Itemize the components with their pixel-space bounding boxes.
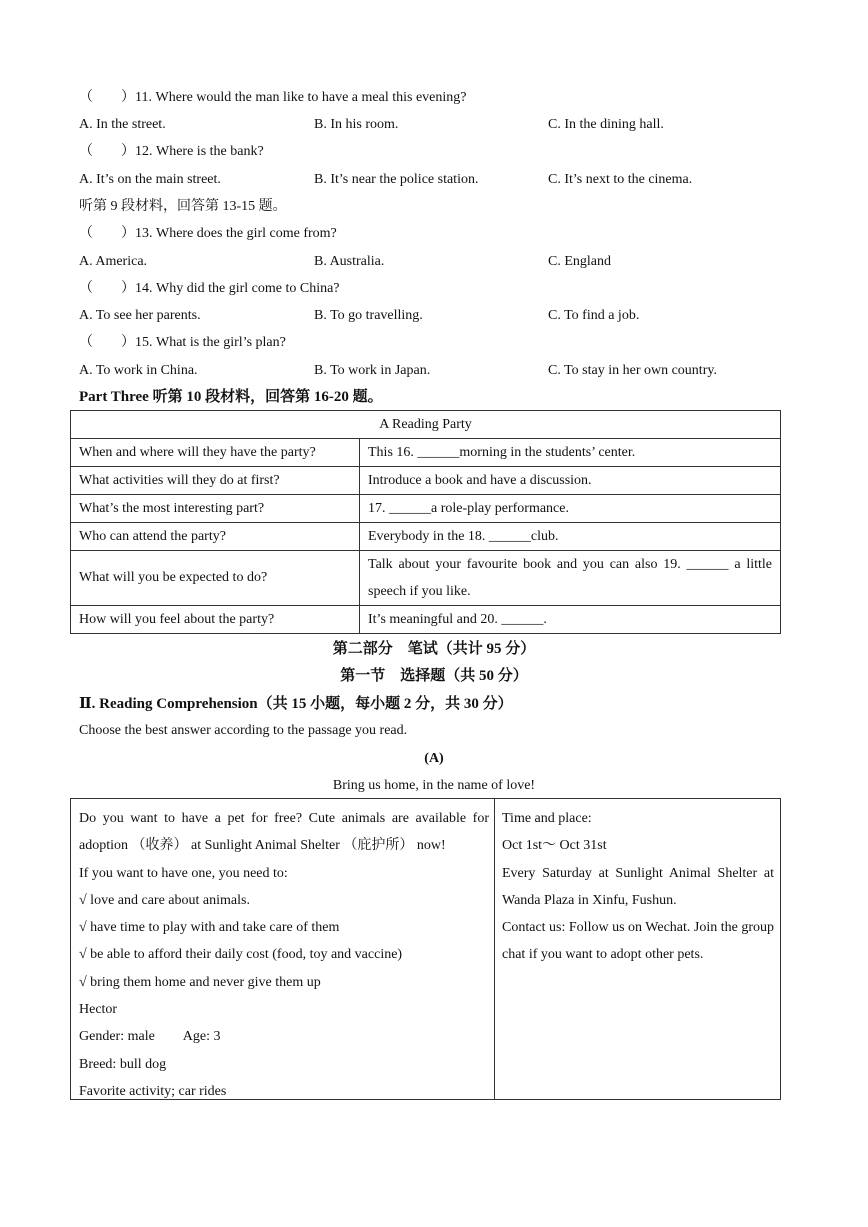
pet-gender: Gender: male xyxy=(79,1029,155,1045)
ad-left-column xyxy=(79,805,489,1105)
passage-title: Bring us home, in the name of love! xyxy=(332,778,536,793)
question-11-stem: （ ）11. Where would the man like to have a meal this evening? xyxy=(79,90,467,105)
reading-party-table xyxy=(70,410,781,634)
question-13-stem: （ ）13. Where does the girl come from? xyxy=(79,226,337,241)
part-three-heading: Part Three 听第 10 段材料，回答第 16-20 题。 xyxy=(79,389,383,405)
table-question-cell: Who can attend the party? xyxy=(71,523,360,551)
question-15-option-a: A. To work in China. xyxy=(79,363,198,378)
table-answer-cell: Talk about your favourite book and you can also 19. ______ a little speech if you like. xyxy=(360,551,781,606)
requirement-item: √ be able to afford their daily cost (food, toy and vaccine) xyxy=(79,947,403,963)
table-row xyxy=(71,523,781,551)
event-dates: Oct 1st～ Oct 31st xyxy=(502,838,607,854)
pet-gender-age xyxy=(79,1023,489,1050)
question-14-option-c: C. To find a job. xyxy=(548,308,640,323)
table-question-cell: How will you feel about the party? xyxy=(71,606,360,634)
table-answer-cell: This 16. ______morning in the students’ center. xyxy=(360,439,781,467)
reading-comprehension-heading: Ⅱ. Reading Comprehension（共 15 小题，每小题 2 分，共 30 分） xyxy=(79,696,513,712)
question-14-option-b: B. To go travelling. xyxy=(314,308,423,323)
table-row xyxy=(71,551,781,606)
pet-favorite-activity: Favorite activity; car rides xyxy=(79,1083,227,1099)
question-12-option-c: C. It’s next to the cinema. xyxy=(548,172,693,187)
table-title: A Reading Party xyxy=(71,411,781,439)
event-place: Every Saturday at Sunlight Animal Shelter at Wanda Plaza in Xinfu, Fushun. xyxy=(502,865,774,908)
requirement-item: √ love and care about animals. xyxy=(79,892,250,908)
written-part-title: 第二部分 笔试（共计 95 分） xyxy=(332,641,536,657)
table-answer-cell: It’s meaningful and 20. ______. xyxy=(360,606,781,634)
table-answer-cell: 17. ______a role-play performance. xyxy=(360,495,781,523)
ad-need-label: If you want to have one, you need to: xyxy=(79,865,288,881)
question-13-option-c: C. England xyxy=(548,254,611,269)
table-question-cell: What will you be expected to do? xyxy=(71,551,360,606)
question-13-option-b: B. Australia. xyxy=(314,254,385,269)
ad-intro: Do you want to have a pet for free? Cute animals are available for adoption （收养） at Sunlight Animal Shelter （庇护所） now! xyxy=(79,811,489,854)
question-15-option-c: C. To stay in her own country. xyxy=(548,363,717,378)
requirement-item: √ bring them home and never give them up xyxy=(79,974,321,990)
question-11-option-a: A. In the street. xyxy=(79,117,166,132)
section-one-title: 第一节 选择题（共 50 分） xyxy=(340,668,528,684)
table-header-row xyxy=(71,411,781,439)
question-15-stem: （ ）15. What is the girl’s plan? xyxy=(79,335,286,350)
table-row xyxy=(71,495,781,523)
table-question-cell: What activities will they do at first? xyxy=(71,467,360,495)
question-11-option-c: C. In the dining hall. xyxy=(548,117,664,132)
pet-breed: Breed: bull dog xyxy=(79,1056,167,1072)
time-place-label: Time and place: xyxy=(502,811,592,826)
table-question-cell: When and where will they have the party? xyxy=(71,439,360,467)
table-answer-cell: Everybody in the 18. ______club. xyxy=(360,523,781,551)
question-14-option-a: A. To see her parents. xyxy=(79,308,201,323)
passage-label: (A) xyxy=(424,751,444,766)
table-question-cell: What’s the most interesting part? xyxy=(71,495,360,523)
requirement-item: √ have time to play with and take care of them xyxy=(79,920,340,936)
question-15-option-b: B. To work in Japan. xyxy=(314,363,431,378)
reading-instruction: Choose the best answer according to the passage you read. xyxy=(79,723,408,738)
table-row xyxy=(71,467,781,495)
table-answer-cell: Introduce a book and have a discussion. xyxy=(360,467,781,495)
adoption-ad-box xyxy=(70,798,781,1100)
ad-right-column xyxy=(502,805,774,969)
table-row xyxy=(71,439,781,467)
question-12-option-a: A. It’s on the main street. xyxy=(79,172,221,187)
table-row xyxy=(71,606,781,634)
question-12-stem: （ ）12. Where is the bank? xyxy=(79,144,264,159)
contact-info: Contact us: Follow us on Wechat. Join the group chat if you want to adopt other pets. xyxy=(502,920,774,963)
question-11-option-b: B. In his room. xyxy=(314,117,399,132)
question-13-option-a: A. America. xyxy=(79,254,148,269)
section-9-instruction: 听第 9 段材料，回答第 13-15 题。 xyxy=(79,199,287,214)
question-14-stem: （ ）14. Why did the girl come to China? xyxy=(79,281,340,296)
question-12-option-b: B. It’s near the police station. xyxy=(314,172,479,187)
column-divider xyxy=(494,799,495,1099)
pet-age: Age: 3 xyxy=(182,1029,221,1045)
pet-name: Hector xyxy=(79,1002,118,1018)
